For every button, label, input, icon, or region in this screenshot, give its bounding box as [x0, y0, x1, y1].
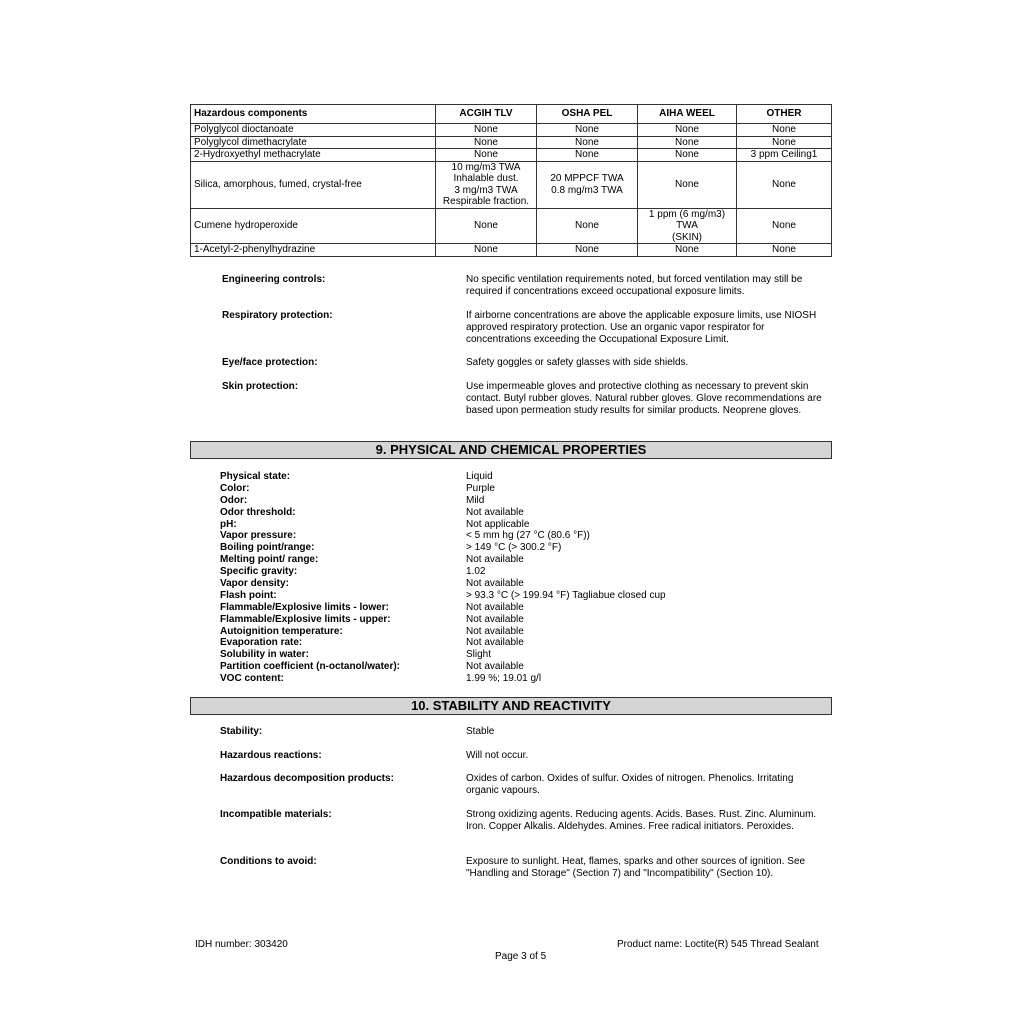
exposure-limits-table	[190, 104, 832, 257]
header-cell: OTHER	[737, 105, 832, 124]
physical-properties-list	[220, 471, 840, 685]
product-name: Product name: Loctite(R) 545 Thread Sealant	[617, 939, 819, 950]
property-label: Partition coefficient (n-octanol/water):	[220, 661, 401, 673]
component-name: Silica, amorphous, fumed, crystal-free	[191, 161, 436, 208]
component-name: 1-Acetyl-2-phenylhydrazine	[191, 244, 436, 257]
header-cell: ACGIH TLV	[436, 105, 537, 124]
property-row	[220, 590, 840, 602]
table-cell: None	[537, 244, 638, 257]
property-value: Not applicable	[466, 518, 530, 530]
property-label: Physical state:	[220, 471, 291, 482]
section-10-heading: 10. STABILITY AND REACTIVITY	[190, 697, 832, 715]
property-row	[220, 530, 840, 542]
header-cell: OSHA PEL	[537, 105, 638, 124]
property-row	[220, 673, 840, 685]
property-value: 1.99 %; 19.01 g/l	[466, 673, 542, 685]
property-value: Mild	[466, 494, 485, 506]
property-row	[220, 626, 840, 638]
property-row	[220, 566, 840, 578]
table-row	[191, 244, 832, 257]
table-cell: None	[737, 136, 832, 149]
property-label: Flammable/Explosive limits - upper:	[220, 613, 391, 625]
component-name: Cumene hydroperoxide	[191, 208, 436, 244]
stability-value: Strong oxidizing agents. Reducing agents. Acids. Bases. Rust. Zinc. Aluminum. Iron. Copper Alkalis. Aldehydes. Amines. Free radical initiators. Peroxides.	[466, 809, 817, 832]
property-row	[220, 637, 840, 649]
table-row	[191, 124, 832, 137]
table-cell: None	[537, 149, 638, 162]
stability-value: Stable	[466, 726, 495, 737]
table-cell: None	[737, 244, 832, 257]
stability-value: Exposure to sunlight. Heat, flames, sparks and other sources of ignition. See "Handling and Storage" (Section 7) and "Incompatibility" (Section 10).	[466, 856, 806, 879]
table-cell: None	[737, 161, 832, 208]
stability-label: Hazardous reactions:	[220, 750, 322, 761]
property-label: Vapor pressure:	[220, 530, 297, 542]
table-cell: None	[537, 124, 638, 137]
property-value: > 149 °C (> 300.2 °F)	[466, 542, 562, 554]
property-value: 1.02	[466, 566, 486, 578]
table-row	[191, 136, 832, 149]
property-row	[220, 649, 840, 661]
table-cell: None	[537, 208, 638, 244]
property-value: Slight	[466, 649, 492, 661]
property-row	[220, 483, 840, 495]
property-label: Color:	[220, 482, 250, 494]
table-cell: None	[638, 161, 737, 208]
property-row	[220, 614, 840, 626]
table-cell: None	[537, 136, 638, 149]
property-row	[220, 519, 840, 531]
table-row	[191, 161, 832, 208]
property-label: Odor threshold:	[220, 506, 296, 518]
stability-value: Oxides of carbon. Oxides of sulfur. Oxides of nitrogen. Phenolics. Irritating organic vapours.	[466, 773, 794, 796]
control-label: Skin protection:	[222, 381, 299, 392]
control-label: Respiratory protection:	[222, 310, 333, 321]
component-name: Polyglycol dioctanoate	[191, 124, 436, 137]
property-row	[220, 661, 840, 673]
property-value: Not available	[466, 506, 524, 518]
property-label: Solubility in water:	[220, 649, 309, 661]
stability-label: Stability:	[220, 726, 263, 737]
property-label: Odor:	[220, 494, 248, 506]
section-9-heading: 9. PHYSICAL AND CHEMICAL PROPERTIES	[190, 441, 832, 459]
control-value: If airborne concentrations are above the applicable exposure limits, use NIOSH approved respiratory protection. Use an organic vapor respirator for concentrations exceeding the Occupational Exposure Limit.	[466, 310, 817, 345]
stability-value: Will not occur.	[466, 750, 529, 761]
table-row	[191, 208, 832, 244]
header-cell: AIHA WEEL	[638, 105, 737, 124]
property-row	[220, 495, 840, 507]
table-cell: 1 ppm (6 mg/m3) TWA (SKIN)	[638, 208, 737, 244]
control-value: Safety goggles or safety glasses with side shields.	[466, 357, 689, 368]
property-label: Autoignition temperature:	[220, 625, 343, 637]
table-cell: None	[638, 124, 737, 137]
table-cell: None	[436, 244, 537, 257]
control-value: No specific ventilation requirements noted, but forced ventilation may still be required if concentrations exceed occupational exposure limits.	[466, 274, 803, 297]
property-value: Not available	[466, 637, 524, 649]
property-label: pH:	[220, 518, 237, 530]
page-number: Page 3 of 5	[495, 951, 547, 962]
property-row	[220, 542, 840, 554]
stability-label: Incompatible materials:	[220, 809, 332, 820]
property-label: Boiling point/range:	[220, 542, 315, 554]
property-value: Liquid	[466, 471, 493, 482]
property-row	[220, 471, 840, 483]
property-label: Vapor density:	[220, 578, 289, 590]
table-cell: 20 MPPCF TWA 0.8 mg/m3 TWA	[537, 161, 638, 208]
table-cell: None	[737, 124, 832, 137]
property-value: Not available	[466, 661, 524, 673]
table-cell: None	[638, 244, 737, 257]
table-cell: None	[436, 136, 537, 149]
property-value: Not available	[466, 554, 524, 566]
table-cell: None	[638, 136, 737, 149]
property-row	[220, 507, 840, 519]
property-label: Specific gravity:	[220, 566, 298, 578]
control-label: Eye/face protection:	[222, 357, 318, 368]
property-row	[220, 602, 840, 614]
component-name: Polyglycol dimethacrylate	[191, 136, 436, 149]
component-name: 2-Hydroxyethyl methacrylate	[191, 149, 436, 162]
control-label: Engineering controls:	[222, 274, 326, 285]
table-cell: None	[638, 149, 737, 162]
property-value: Not available	[466, 613, 524, 625]
property-label: Flash point:	[220, 589, 277, 601]
stability-label: Hazardous decomposition products:	[220, 773, 394, 784]
property-value: > 93.3 °C (> 199.94 °F) Tagliabue closed cup	[466, 589, 666, 601]
table-header	[191, 105, 832, 124]
property-value: Purple	[466, 482, 495, 494]
property-value: < 5 mm hg (27 °C (80.6 °F))	[466, 530, 590, 542]
idh-number: IDH number: 303420	[195, 939, 288, 950]
property-value: Not available	[466, 578, 524, 590]
property-value: Not available	[466, 625, 524, 637]
table-cell: 10 mg/m3 TWA Inhalable dust. 3 mg/m3 TWA Respirable fraction.	[436, 161, 537, 208]
table-cell: None	[436, 149, 537, 162]
control-value: Use impermeable gloves and protective clothing as necessary to prevent skin contact. Butyl rubber gloves. Natural rubber gloves. Glove recommendations are based upon permeation study results for similar products. Neoprene gloves.	[466, 381, 822, 416]
table-cell: 3 ppm Ceiling1	[737, 149, 832, 162]
property-row	[220, 554, 840, 566]
property-value: Not available	[466, 601, 524, 613]
table-cell: None	[436, 124, 537, 137]
header-cell: Hazardous components	[191, 105, 436, 124]
property-label: Flammable/Explosive limits - lower:	[220, 601, 389, 613]
table-cell: None	[737, 208, 832, 244]
property-label: Evaporation rate:	[220, 637, 303, 649]
property-label: VOC content:	[220, 673, 284, 685]
property-row	[220, 578, 840, 590]
table-row	[191, 149, 832, 162]
stability-label: Conditions to avoid:	[220, 856, 317, 867]
property-label: Melting point/ range:	[220, 554, 319, 566]
table-cell: None	[436, 208, 537, 244]
